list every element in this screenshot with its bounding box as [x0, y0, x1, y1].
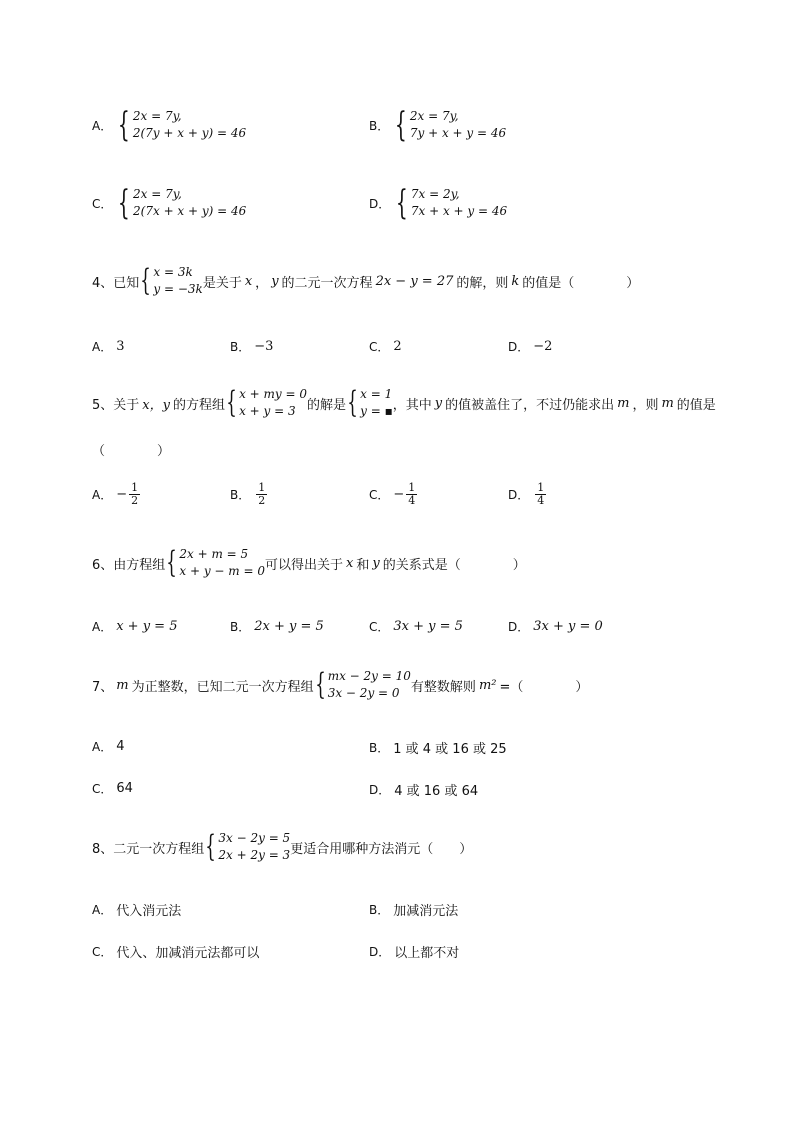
brace: { [118, 183, 131, 223]
equation-system [394, 183, 508, 223]
q8-option-d [369, 942, 459, 961]
question-text: 可以得出关于 [265, 557, 344, 573]
option-label: D． [369, 783, 391, 797]
equation: x = 3k [153, 265, 193, 279]
question-text: 8、二元一次方程组 [92, 841, 205, 857]
equation: x + my = 0 [239, 387, 308, 401]
equation: 2x − y = 27 [375, 273, 454, 289]
numerator: 1 [537, 481, 545, 494]
fraction [535, 482, 546, 507]
equation-system [314, 668, 411, 702]
equation: 2x + 2y = 3 [218, 848, 291, 862]
option-label: C． [369, 488, 390, 502]
variable: k [511, 273, 520, 289]
option-label: B． [230, 340, 251, 354]
variable: y [434, 395, 443, 411]
question-text: 的解，则 [456, 275, 509, 291]
variable: m² [478, 677, 497, 693]
equation-system [116, 105, 247, 145]
variable: m [617, 395, 630, 411]
question-text: 的方程组 [172, 397, 225, 413]
option-label: B． [369, 118, 390, 133]
q8-option-b [369, 900, 458, 919]
question-text: 更适合用哪种方法消元（ ） [290, 841, 473, 857]
question-text: 的解是 [307, 397, 347, 413]
equation: 2x = 7y, [132, 109, 182, 123]
option-label: A． [92, 488, 113, 502]
q4-option-d [508, 338, 552, 355]
q7-option-b [369, 738, 507, 757]
question-text: =（ ） [499, 679, 589, 695]
brace: { [140, 263, 152, 298]
numerator: 1 [408, 481, 416, 494]
equation: 2(7x + x + y) = 46 [133, 204, 247, 218]
equation: 7y + x + y = 46 [409, 126, 507, 140]
equation-system [393, 105, 507, 145]
question-text: 5、关于 [92, 397, 140, 413]
equation: x + y − m = 0 [179, 564, 265, 578]
numerator: 1 [258, 481, 266, 494]
question-5 [92, 386, 716, 420]
option-value: 4 [116, 739, 125, 754]
q6-option-a [92, 618, 177, 635]
option-label: D． [508, 340, 530, 354]
question-text: 的值被盖住了，不过仍能求出 [445, 397, 615, 413]
q4-option-c [369, 338, 402, 355]
option-sign: − [116, 487, 128, 502]
option-label: A． [92, 118, 113, 133]
question-text: 和 [356, 557, 370, 573]
q5-option-a [92, 482, 140, 507]
equation: 3x − 2y = 0 [327, 686, 400, 700]
option-label: D． [369, 196, 391, 211]
option-label: B． [369, 903, 390, 917]
option-value: x + y = 5 [116, 619, 178, 634]
solution-system [346, 386, 393, 420]
brace: { [395, 105, 408, 145]
brace: { [166, 545, 178, 580]
q6-option-d [508, 618, 603, 635]
variable: y [271, 273, 279, 289]
option-label: C． [92, 945, 113, 959]
brace: { [314, 667, 326, 702]
q3-option-d [369, 183, 508, 223]
equation: y = ▪ [360, 404, 393, 418]
question-text: 7、 [92, 679, 114, 695]
option-label: A． [92, 340, 113, 354]
option-value: 3x + y = 5 [393, 619, 463, 634]
option-label: C． [369, 620, 390, 634]
q3-option-b [369, 105, 507, 145]
question-6 [92, 546, 526, 580]
q8-option-a [92, 900, 181, 919]
equation: 2x = 7y, [133, 187, 182, 201]
question-text: 的二元一次方程 [281, 275, 373, 291]
equation-system [225, 386, 307, 420]
option-value: 64 [116, 781, 133, 796]
option-label: D． [508, 488, 530, 502]
equation-system [139, 264, 203, 298]
equation: 2(7y + x + y) = 46 [132, 126, 247, 140]
option-label: C． [92, 782, 113, 796]
question-text: 的值是（ ） [522, 275, 640, 291]
option-label: D． [508, 620, 530, 634]
option-label: A． [92, 903, 113, 917]
equation-system [116, 183, 247, 223]
q3-option-c [92, 183, 247, 223]
option-label: B． [230, 620, 251, 634]
denominator: 2 [131, 494, 139, 507]
option-value: −2 [533, 339, 553, 354]
option-value: 2 [393, 339, 402, 354]
question-5-line2 [92, 440, 170, 459]
question-text: 4、已知 [92, 275, 140, 291]
q5-option-c [369, 482, 417, 507]
equation-system [204, 830, 290, 864]
equation: 7x = 2y, [410, 187, 460, 201]
question-text: ， [255, 275, 269, 291]
option-value: 3 [116, 339, 125, 354]
option-label: D． [369, 945, 391, 959]
variable: m [116, 677, 129, 693]
brace: { [396, 183, 409, 223]
option-value: 4 或 16 或 64 [394, 784, 479, 799]
q6-option-b [230, 618, 324, 635]
answer-blank: （ ） [92, 444, 171, 459]
q6-option-c [369, 618, 463, 635]
brace: { [118, 105, 130, 145]
equation: 3x − 2y = 5 [218, 831, 291, 845]
denominator: 2 [258, 494, 266, 507]
brace: { [347, 385, 358, 420]
option-value: 1 或 4 或 16 或 25 [393, 742, 507, 757]
equation: x + y = 3 [239, 404, 296, 418]
option-label: B． [230, 488, 251, 502]
question-text: 是关于 [202, 275, 242, 291]
denominator: 4 [408, 494, 416, 507]
question-8 [92, 830, 472, 864]
variable: x [346, 555, 354, 571]
variable: m [661, 395, 674, 411]
option-label: A． [92, 620, 113, 634]
fraction [129, 482, 140, 507]
variable: x，y [142, 397, 170, 413]
q8-option-c [92, 942, 259, 961]
variable: y [372, 555, 380, 571]
brace: { [205, 829, 217, 864]
q5-option-b [230, 482, 267, 507]
equation: 2x + m = 5 [179, 547, 249, 561]
brace: { [226, 385, 237, 420]
question-text: 的关系式是（ ） [382, 557, 526, 573]
question-text: 的值是 [676, 397, 716, 413]
question-text: ，其中 [392, 397, 432, 413]
option-sign: − [393, 487, 405, 502]
question-text: ，则 [632, 397, 659, 413]
equation: mx − 2y = 10 [327, 669, 411, 683]
equation: 7x + x + y = 46 [410, 204, 508, 218]
question-7 [92, 668, 588, 702]
q7-option-c [92, 780, 133, 797]
question-4 [92, 264, 639, 298]
q3-option-a [92, 105, 247, 145]
option-value: 代入消元法 [116, 904, 182, 919]
equation-system [165, 546, 265, 580]
q7-option-a [92, 738, 125, 755]
question-text: 有整数解则 [410, 679, 476, 695]
option-value: 2x + y = 5 [254, 619, 324, 634]
option-label: A． [92, 740, 113, 754]
equation: x = 1 [360, 387, 393, 401]
option-value: 加减消元法 [393, 904, 459, 919]
denominator: 4 [537, 494, 545, 507]
question-text: 6、由方程组 [92, 557, 166, 573]
option-label: C． [92, 196, 113, 211]
q4-option-a [92, 338, 125, 355]
variable: x [244, 273, 253, 289]
numerator: 1 [131, 481, 139, 494]
q5-option-d [508, 482, 546, 507]
equation: 2x = 7y, [409, 109, 459, 123]
q4-option-b [230, 338, 273, 355]
option-value: 以上都不对 [394, 946, 460, 961]
option-value: −3 [254, 339, 274, 354]
option-value: 3x + y = 0 [533, 619, 603, 634]
equation: y = −3k [153, 282, 203, 296]
q7-option-d [369, 780, 478, 799]
option-label: C． [369, 340, 390, 354]
fraction [406, 482, 417, 507]
option-value: 代入、加减消元法都可以 [116, 946, 260, 961]
fraction [256, 482, 267, 507]
option-label: B． [369, 741, 390, 755]
question-text: 为正整数，已知二元一次方程组 [131, 679, 314, 695]
